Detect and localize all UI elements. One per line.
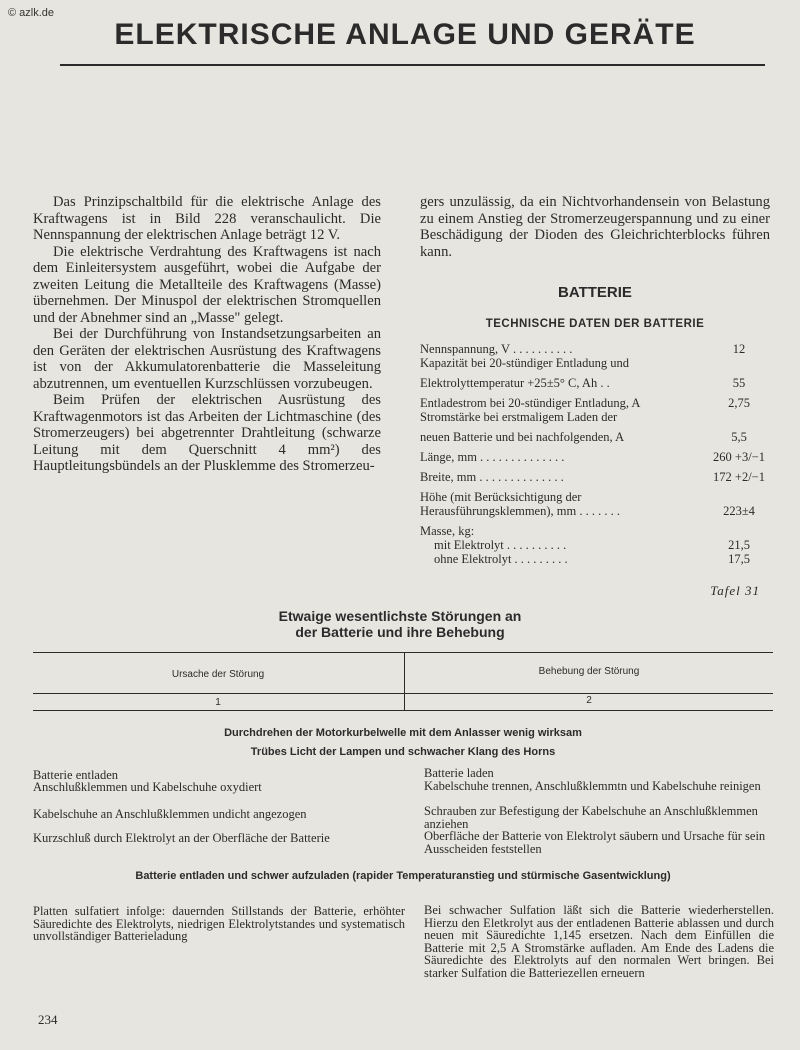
- section-title: Batterie entladen und schwer aufzuladen (rapider Temperaturanstieg und stürmische Gasentwicklung): [135, 870, 671, 882]
- faults-heading-line: Etwaige wesentlichste Störungen an: [278, 608, 522, 624]
- section-title: Trübes Licht der Lampen und schwacher Klang des Horns: [250, 746, 556, 758]
- spec-label: Masse, kg:: [420, 524, 475, 538]
- spec-label: Stromstärke bei erstmaligem Laden der: [420, 410, 618, 424]
- spec-value: 260 +3/−1: [713, 450, 765, 464]
- faults-heading: [200, 608, 600, 640]
- spec-label: Höhe (mit Berücksichtigung der Herausführungsklemmen), mm . . . . . . .: [420, 490, 620, 518]
- col-number: 2: [586, 695, 592, 706]
- faults-heading-line: der Batterie und ihre Behebung: [295, 624, 505, 640]
- battery-heading: BATTERIE: [558, 284, 632, 301]
- spec-label: neuen Batterie und bei nachfolgenden, A: [420, 430, 625, 444]
- spec-row: [420, 410, 770, 424]
- table-rule-top: [33, 652, 773, 653]
- spec-row: [420, 470, 770, 484]
- spec-label: Elektrolyttemperatur +25±5° C, Ah . .: [420, 376, 610, 390]
- spec-row: [420, 450, 770, 464]
- col-number: 1: [215, 697, 221, 708]
- fix-cell: Oberfläche der Batterie von Elektrolyt säubern und Ursache für sein Ausscheiden feststellen: [424, 829, 766, 856]
- table-caption: Tafel 31: [710, 583, 760, 598]
- battery-specs: [420, 342, 770, 566]
- spec-row: [420, 524, 770, 538]
- spec-row: [420, 396, 770, 410]
- watermark: © azlk.de: [8, 7, 55, 19]
- spec-row: [420, 490, 770, 518]
- spec-row: [420, 356, 770, 370]
- table-rule: [33, 710, 773, 711]
- spec-label: Nennspannung, V . . . . . . . . . .: [420, 342, 573, 356]
- paragraph: Die elektrische Verdrahtung des Kraftwagens ist nach dem Einleitersystem ausgeführt, wobei die Aufgabe der zweiten Leitung die Metallteile des Kraftwagens (Masse) übernehmen. Der Minuspol der elektrischen Stromquellen und der Abnehmer sind an „Masse" gelegt.: [33, 243, 381, 326]
- spec-row: [420, 376, 770, 390]
- cause-cell: Kabelschuhe an Anschlußklemmen undicht angezogen: [33, 807, 307, 821]
- spec-value: 21,5: [728, 538, 750, 552]
- fix-cell: Kabelschuhe trennen, Anschlußklemmtn und Kabelschuhe reinigen: [424, 779, 761, 793]
- spec-label: ohne Elektrolyt . . . . . . . . .: [434, 552, 568, 566]
- spec-value: 172 +2/−1: [713, 470, 765, 484]
- fix-cell: Bei schwacher Sulfation läßt sich die Batterie wiederherstellen. Hierzu den Eletkrolyt aus der entladenen Batterie ablassen und durch neuen mit Säuredichte 1,145 ersetzen. Nach dem Einfüllen die Batterie mit 2,5 A Stromstärke aufladen. Am Ende des Ladens die Säuredichte des Elektrolyts auf den normalen Wert bringen. Bei starker Sulfation die Batteriezellen erneuern: [424, 903, 774, 980]
- page-number: 234: [38, 1012, 58, 1027]
- col-header-fix: Behebung der Störung: [538, 666, 640, 677]
- left-column: [33, 194, 381, 475]
- cause-cell: Anschlußklemmen und Kabelschuhe oxydiert: [33, 780, 262, 794]
- paragraph: gers unzulässig, da ein Nichtvorhandensein von Belastung zu einem Anstieg der Stromerzeugerspannung und zu einer Beschädigung der Dioden des Gleichrichterblocks führen kann.: [420, 194, 770, 260]
- paragraph: Beim Prüfen der elektrischen Ausrüstung des Kraftwagenmotors ist das Arbeiten der Lichtmaschine (des Stromerzeugers) bei abgetrennter Drahtleitung (schwarze Leitung mit dem Querschnitt 4 mm²) des Hauptleitungsbündels an der Plusklemme des Stromerzeu-: [33, 392, 381, 474]
- spec-label: Länge, mm . . . . . . . . . . . . . .: [420, 450, 565, 464]
- page-title: ELEKTRISCHE ANLAGE UND GERÄTE: [114, 18, 696, 51]
- table-rule: [33, 693, 773, 694]
- spec-label: Entladestrom bei 20-stündiger Entladung, A: [420, 396, 641, 410]
- right-column: [420, 194, 770, 260]
- spec-row: [420, 552, 770, 566]
- spec-row: [420, 538, 770, 552]
- cause-cell: Kurzschluß durch Elektrolyt an der Oberfläche der Batterie: [33, 831, 330, 845]
- spec-value: 55: [732, 376, 746, 390]
- spec-label: mit Elektrolyt . . . . . . . . . .: [434, 538, 567, 552]
- fix-cell: Schrauben zur Befestigung der Kabelschuhe an Anschlußklemmen anziehen: [424, 804, 758, 831]
- paragraph: Das Prinzipschaltbild für die elektrische Anlage des Kraftwagens ist in Bild 228 veranschaulicht. Die Nennspannung der elektrischen Anlage beträgt 12 V.: [33, 194, 381, 243]
- spec-row: [420, 342, 770, 356]
- spec-value: 12: [732, 342, 746, 356]
- cause-cell: Platten sulfatiert infolge: dauernden Stillstands der Batterie, erhöhter Säuredichte des Elektrolyts, niedrigen Elektrolytstandes und systematisch unvollständiger Batterieladung: [33, 904, 405, 943]
- spec-value: 5,5: [731, 430, 747, 444]
- spec-value: 223±4: [723, 504, 755, 518]
- spec-row: [420, 430, 770, 444]
- col-header-cause: Ursache der Störung: [171, 669, 265, 680]
- tech-data-heading: TECHNISCHE DATEN DER BATTERIE: [485, 318, 705, 330]
- cause-cell: Batterie entladen: [33, 768, 119, 782]
- spec-label: Kapazität bei 20-stündiger Entladung und: [420, 356, 629, 370]
- spec-label: Breite, mm . . . . . . . . . . . . . .: [420, 470, 564, 484]
- spec-value: 17,5: [728, 552, 750, 566]
- section-title: Durchdrehen der Motorkurbelwelle mit dem Anlasser wenig wirksam: [224, 727, 582, 739]
- spec-value: 2,75: [728, 396, 750, 410]
- fix-cell: Batterie laden: [424, 766, 494, 780]
- title-rule: [60, 64, 765, 66]
- paragraph: Bei der Durchführung von Instandsetzungsarbeiten an den Geräten der elektrischen Ausrüstung des Kraftwagens ist von der Akkumulatorenbatterie die Masseleitung abzutrennen, um eventuellen Kurzschlüssen vorzubeugen.: [33, 326, 381, 392]
